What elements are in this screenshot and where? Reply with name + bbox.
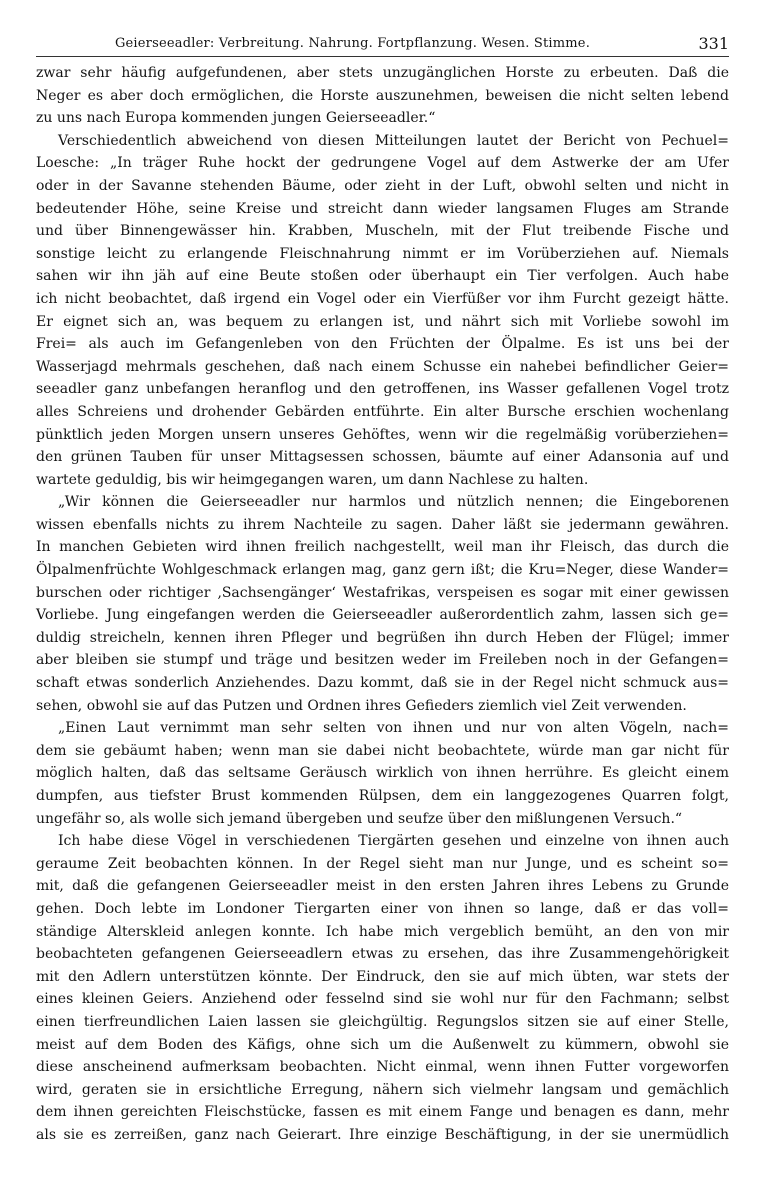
text-line: wird, geraten sie in ersichtliche Erregung, nähern sich vielmehr langsam und gemächlich bbox=[36, 1081, 729, 1098]
text-line: „Wir können die Geierseeadler nur harmlos und nützlich nennen; die Eingeborenen bbox=[58, 494, 729, 511]
text-line: zu uns nach Europa kommenden jungen Geierseeadler.“ bbox=[36, 110, 436, 127]
text-line: oder in der Savanne stehenden Bäume, oder zieht in der Luft, obwohl selten und nicht in bbox=[36, 177, 729, 194]
text-line: schaft etwas sonderlich Anziehendes. Dazu kommt, daß sie in der Regel nicht schmuck aus= bbox=[36, 675, 729, 692]
text-line: ich nicht beobachtet, daß irgend ein Vogel oder ein Vierfüßer vor ihm Furcht gezeigt hätte. bbox=[36, 290, 729, 307]
running-head-title: Geierseeadler: Verbreitung. Nahrung. Fortpflanzung. Wesen. Stimme. bbox=[114, 36, 591, 51]
text-line: Frei= als auch im Gefangenleben von den Früchten der Ölpalme. Es ist uns bei der bbox=[36, 336, 729, 353]
text-line: und über Binnengewässer hin. Krabben, Muscheln, mit der Flut treibende Fische und bbox=[36, 223, 729, 240]
text-line: Er eignet sich an, was bequem zu erlangen ist, und nährt sich mit Vorliebe sowohl im bbox=[36, 313, 729, 330]
text-line: Ich habe diese Vögel in verschiedenen Tiergärten gesehen und einzelne von ihnen auch bbox=[58, 833, 729, 850]
text-line: geraume Zeit beobachten können. In der Regel sieht man nur Junge, und es scheint so= bbox=[36, 855, 729, 872]
text-line: burschen oder richtiger ‚Sachsengänger‘ Westafrikas, verspeisen es sogar mit einer gewissen bbox=[36, 584, 729, 601]
text-line: ständige Alterskleid anlegen konnte. Ich habe mich vergeblich bemüht, an den von mir bbox=[36, 923, 729, 940]
text-line: möglich halten, daß das seltsame Geräusch wirklich von ihnen herrühre. Es gleicht einem bbox=[36, 765, 729, 782]
text-line: bedeutender Höhe, seine Kreise und streicht dann wieder langsamen Fluges am Strande bbox=[36, 200, 729, 217]
text-line: ungefähr so, als wolle sich jemand übergeben und seufze über den mißlungenen Versuch.“ bbox=[36, 810, 683, 827]
text-line: duldig streicheln, kennen ihren Pfleger und begrüßen ihn durch Heben der Flügel; immer bbox=[36, 629, 729, 646]
text-line: wissen ebenfalls nichts zu ihrem Nachteile zu sagen. Daher läßt sie jedermann gewähren. bbox=[36, 516, 729, 533]
text-line: Ölpalmenfrüchte Wohlgeschmack erlangen mag, ganz gern ißt; die Kru=Neger, diese Wander= bbox=[36, 562, 729, 579]
text-line: als sie es zerreißen, ganz nach Geierart. Ihre einzige Beschäftigung, in der sie unermüdlich bbox=[36, 1126, 729, 1143]
text-line: seeadler ganz unbefangen heranflog und den getroffenen, ins Wasser gefallenen Vogel trotz bbox=[36, 381, 729, 398]
body-text bbox=[36, 62, 729, 1147]
text-line: alles Schreiens und drohender Gebärden entführte. Ein alter Bursche erschien wochenlang bbox=[36, 403, 729, 420]
text-line: diese anscheinend aufmerksam beobachten. Nicht einmal, wenn ihnen Futter vorgeworfen bbox=[36, 1059, 729, 1076]
text-line: einen tierfreundlichen Laien lassen sie gleichgültig. Regungslos sitzen sie auf einer Stelle, bbox=[36, 1013, 729, 1030]
text-line: Verschiedentlich abweichend von diesen Mitteilungen lautet der Bericht von Pechuel= bbox=[58, 132, 729, 149]
text-line: Loesche: „In träger Ruhe hockt der gedrungene Vogel auf dem Astwerke der am Ufer bbox=[36, 155, 729, 172]
text-line: Vorliebe. Jung eingefangen werden die Geierseeadler außerordentlich zahm, lassen sich ge= bbox=[36, 607, 729, 624]
text-line: beobachteten gefangenen Geierseeadlern etwas zu ersehen, das ihre Zusammengehörigkeit bbox=[36, 946, 729, 963]
text-line: sonstige leicht zu erlangende Fleischnahrung nimmt er im Vorüberziehen auf. Niemals bbox=[36, 245, 729, 262]
text-line: mit den Adlern unterstützen könnte. Der Eindruck, den sie auf mich übten, war stets der bbox=[36, 968, 729, 985]
text-line: dem ihnen gereichten Fleischstücke, fassen es mit einem Fange und benagen es dann, mehr bbox=[36, 1104, 729, 1121]
text-line: In manchen Gebieten wird ihnen freilich nachgestellt, weil man ihr Fleisch, das durch die bbox=[36, 539, 729, 556]
text-line: meist auf dem Boden des Käfigs, ohne sich um die Außenwelt zu kümmern, obwohl sie bbox=[36, 1036, 729, 1053]
text-line: Wasserjagd mehrmals geschehen, daß nach einem Schusse ein nahebei befindlicher Geier= bbox=[36, 358, 729, 375]
text-line: aber bleiben sie stumpf und träge und besitzen weder im Freileben noch in der Gefangen= bbox=[36, 652, 729, 669]
text-line: gehen. Doch lebte im Londoner Tiergarten einer von ihnen so lange, daß er das voll= bbox=[36, 900, 729, 917]
text-line: zwar sehr häufig aufgefundenen, aber stets unzugänglichen Horste zu erbeuten. Daß die bbox=[36, 65, 729, 81]
text-line: mit, daß die gefangenen Geierseeadler meist in den ersten Jahren ihres Lebens zu Grunde bbox=[36, 878, 729, 895]
running-head bbox=[36, 34, 729, 57]
text-line: sehen, obwohl sie auf das Putzen und Ordnen ihres Gefieders ziemlich viel Zeit verwenden. bbox=[36, 697, 687, 714]
text-line: wartete geduldig, bis wir heimgegangen waren, um dann Nachlese zu halten. bbox=[36, 471, 589, 488]
text-line: dumpfen, aus tiefster Brust kommenden Rülpsen, dem ein langgezogenes Quarren folgt, bbox=[36, 788, 729, 804]
text-line: pünktlich jeden Morgen unsern unseres Gehöftes, wenn wir die regelmäßig vorüberziehen= bbox=[36, 426, 729, 443]
text-line: den grünen Tauben für unser Mittagsessen schossen, bäumte auf einer Adansonia auf und bbox=[36, 449, 729, 466]
page-number: 331 bbox=[698, 34, 729, 53]
text-line: „Einen Laut vernimmt man sehr selten von ihnen und nur von alten Vögeln, nach= bbox=[58, 720, 729, 737]
text-line: dem sie gebäumt haben; wenn man sie dabei nicht beobachtete, würde man gar nicht für bbox=[36, 742, 729, 759]
text-line: sahen wir ihn jäh auf eine Beute stoßen oder überhaupt ein Tier verfolgen. Auch habe bbox=[36, 268, 729, 285]
text-line: Neger es aber doch ermöglichen, die Horste auszunehmen, beweisen die nicht selten lebend bbox=[36, 87, 729, 104]
text-line: eines kleinen Geiers. Anziehend oder fesselnd sind sie wohl nur für den Fachmann; selbst bbox=[36, 991, 729, 1008]
